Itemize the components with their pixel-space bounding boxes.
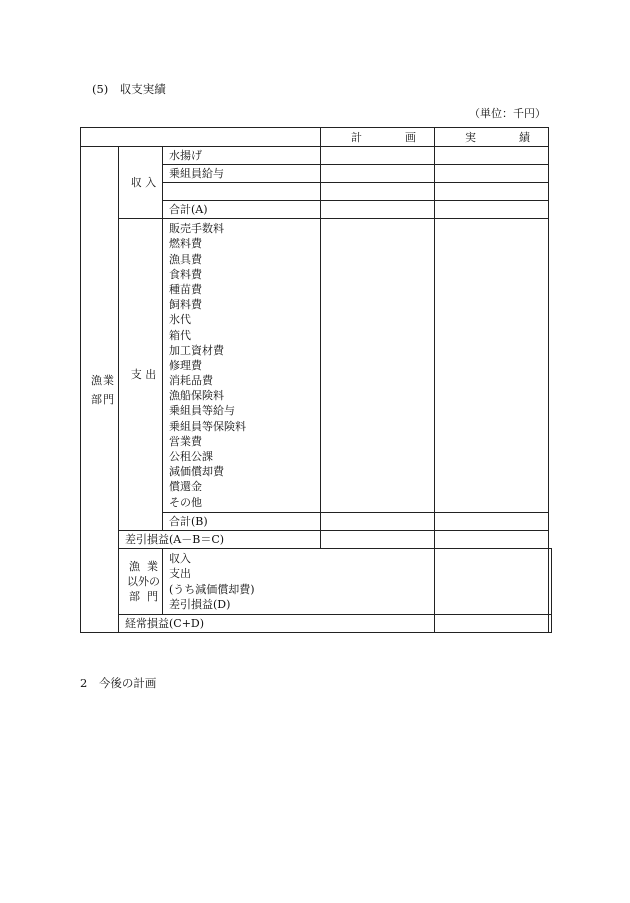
income-expense-table: [80, 127, 552, 633]
actual-cell[interactable]: [435, 531, 549, 549]
expense-total: 合計(B): [163, 513, 321, 531]
list-item: 種苗費: [169, 282, 202, 296]
list-item: 乗組員等給与: [169, 404, 235, 418]
plan-cell[interactable]: [321, 165, 435, 183]
list-item: 販売手数料: [169, 222, 224, 236]
list-item: 差引損益(D): [169, 597, 231, 611]
income-total: 合計(A): [163, 201, 321, 219]
non-fishery-section-label: 漁 業 以外の 部 門: [119, 549, 163, 615]
list-item: 乗組員等保険料: [169, 419, 246, 433]
actual-cell[interactable]: [549, 615, 552, 633]
actual-cell[interactable]: [435, 513, 549, 531]
non-fishery-item-list: [163, 549, 435, 615]
plan-cell[interactable]: [321, 201, 435, 219]
actual-cell[interactable]: [435, 165, 549, 183]
profit-c-label: 差引損益(A－B＝C): [119, 531, 321, 549]
list-item: (うち減価償却費): [169, 582, 255, 596]
plan-cell[interactable]: [435, 615, 549, 633]
income-item: 乗組員給与: [163, 165, 321, 183]
income-item-blank: [163, 183, 321, 201]
table-row: [81, 147, 552, 165]
list-item: その他: [169, 495, 202, 509]
future-plan-heading: 2 今後の計画: [80, 676, 157, 690]
table-row: [81, 615, 552, 633]
list-item: 償還金: [169, 480, 202, 494]
header-actual: 実 績: [435, 128, 549, 147]
list-item: 食料費: [169, 267, 202, 281]
plan-cell[interactable]: [321, 183, 435, 201]
table-header-row: [81, 128, 552, 147]
expense-label: 支 出: [119, 219, 163, 531]
plan-cell[interactable]: [435, 549, 549, 615]
ordinary-profit-label: 経常損益(C+D): [119, 615, 435, 633]
header-plan: 計 画: [321, 128, 435, 147]
table-row: [81, 531, 552, 549]
list-item: 加工資材費: [169, 343, 224, 357]
actual-cell[interactable]: [435, 219, 549, 513]
list-item: 収入: [169, 552, 191, 566]
plan-cell[interactable]: [321, 531, 435, 549]
expense-item-list: [163, 219, 321, 513]
list-item: 修理費: [169, 358, 202, 372]
plan-cell[interactable]: [321, 147, 435, 165]
section-title: (5) 収支実績: [92, 82, 166, 96]
table-row: [81, 219, 552, 513]
plan-cell[interactable]: [321, 513, 435, 531]
list-item: 氷代: [169, 313, 191, 327]
list-item: 支出: [169, 567, 191, 581]
table-row: [81, 549, 552, 615]
header-blank-cell: [81, 128, 321, 147]
actual-cell[interactable]: [435, 147, 549, 165]
income-label: 収 入: [119, 147, 163, 219]
actual-cell[interactable]: [435, 183, 549, 201]
list-item: 飼料費: [169, 298, 202, 312]
list-item: 減価償却費: [169, 465, 224, 479]
actual-cell[interactable]: [435, 201, 549, 219]
list-item: 燃料費: [169, 237, 202, 251]
plan-cell[interactable]: [321, 219, 435, 513]
list-item: 消耗品費: [169, 374, 213, 388]
list-item: 箱代: [169, 328, 191, 342]
list-item: 営業費: [169, 434, 202, 448]
list-item: 公租公課: [169, 450, 213, 464]
list-item: 漁具費: [169, 252, 202, 266]
list-item: 漁船保険料: [169, 389, 224, 403]
unit-label: （単位：千円）: [469, 107, 546, 120]
actual-cell[interactable]: [549, 549, 552, 615]
fishery-section-label: 漁 業 部 門: [81, 147, 119, 633]
income-item: 水揚げ: [163, 147, 321, 165]
